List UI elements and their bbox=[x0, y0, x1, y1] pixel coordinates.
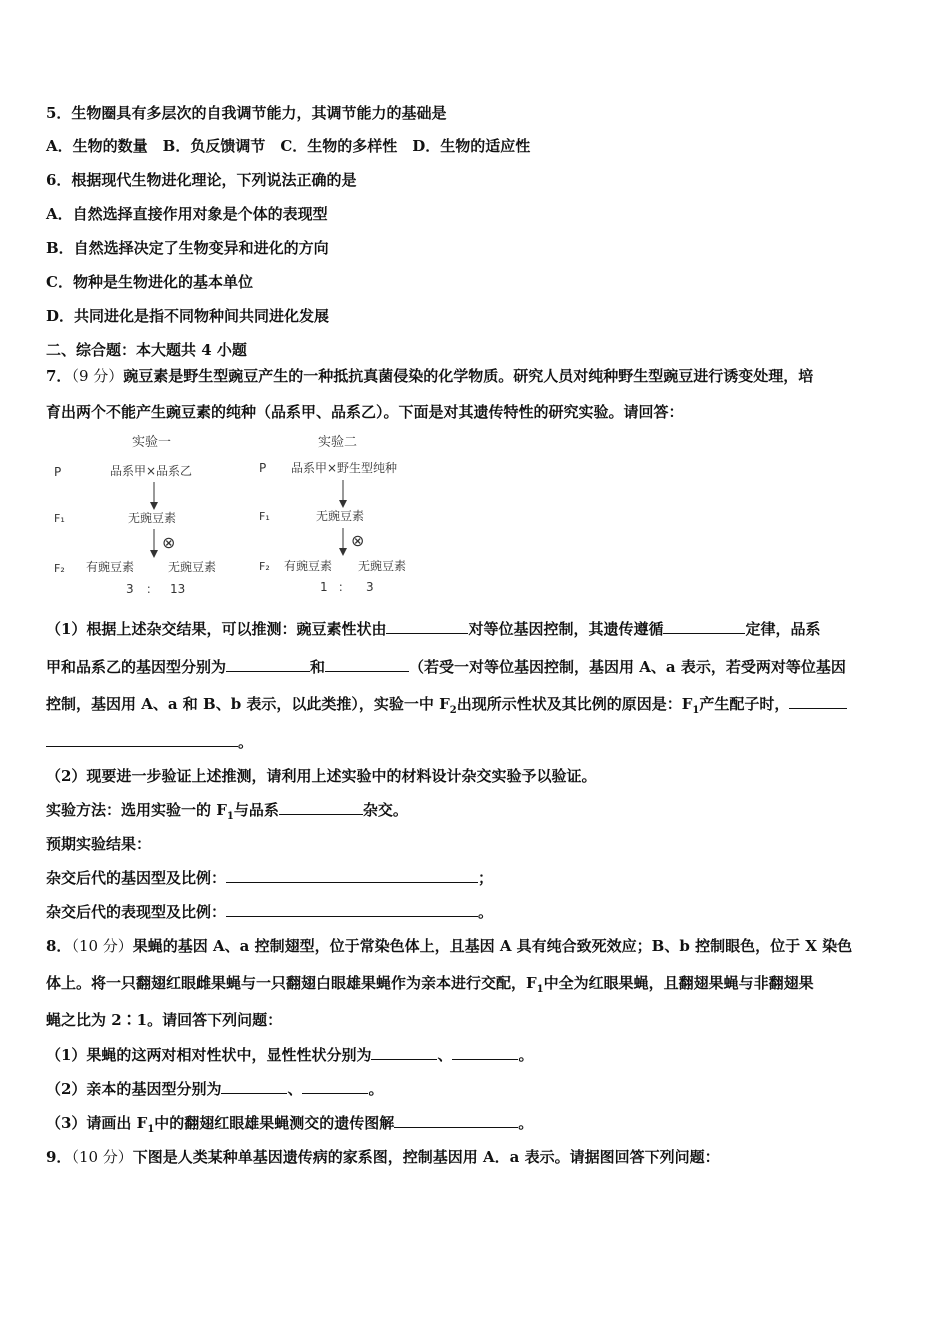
exp2-f2-label: F₂ bbox=[259, 560, 270, 573]
answer-blank[interactable] bbox=[221, 1079, 287, 1094]
answer-blank[interactable] bbox=[789, 694, 847, 709]
exp1-p-label: P bbox=[54, 465, 62, 479]
exp2-f1-label: F₁ bbox=[259, 510, 270, 523]
exp1-f1-phenotype: 无豌豆素 bbox=[128, 511, 177, 525]
exp2-selfing-symbol: ⊗ bbox=[351, 531, 365, 550]
exp2-ratio-a: 1 bbox=[320, 580, 328, 594]
exp1-parent-cross: 品系甲×品系乙 bbox=[110, 464, 193, 478]
q7-part2-line1: （2）现要进一步验证上述推测，请利用上述实验中的材料设计杂交实验予以验证。 bbox=[46, 767, 597, 785]
q7-stem-line2: 育出两个不能产生豌豆素的纯种（品系甲、品系乙）。下面是对其遗传特性的研究实验。请回答： bbox=[46, 403, 684, 421]
q5-stem: 5．生物圈具有多层次的自我调节能力，其调节能力的基础是 bbox=[46, 104, 447, 122]
answer-blank[interactable] bbox=[452, 1045, 518, 1060]
q7-phenotype: 杂交后代的表现型及比例： 。 bbox=[46, 903, 494, 921]
exp1-ratio-b: 13 bbox=[170, 582, 186, 596]
exp1-f2-has: 有豌豆素 bbox=[86, 560, 135, 574]
answer-blank[interactable] bbox=[663, 619, 745, 634]
q8-stem-line2: 体上。将一只翻翅红眼雌果蝇与一只翻翅白眼雄果蝇作为亲本进行交配，$F_1$中全为红眼果蝇，且翻翅果蝇与非翻翅果 bbox=[46, 974, 814, 995]
q8-stem-line1: 8．（10 分）果蝇的基因 A、a 控制翅型，位于常染色体上，且基因 A 具有纯合致死效应；B、b 控制眼色，位于 X 染色 bbox=[46, 937, 853, 955]
q7-expect: 预期实验结果： bbox=[46, 835, 152, 853]
answer-blank[interactable] bbox=[371, 1045, 437, 1060]
q7-method: 实验方法：选用实验一的 $F_1$与品系 杂交。 bbox=[46, 801, 408, 822]
answer-blank[interactable] bbox=[279, 800, 363, 815]
exp1-ratio-a: 3 bbox=[126, 582, 134, 596]
q7-part1-line1: （1）根据上述杂交结果，可以推测：豌豆素性状由 对等位基因控制，其遗传遵循 定律，品系 bbox=[46, 620, 821, 638]
answer-blank[interactable] bbox=[386, 619, 468, 634]
q8-part3: （3）请画出 $F_1$中的翻翅红眼雄果蝇测交的遗传图解 。 bbox=[46, 1114, 534, 1135]
q9-stem: 9．（10 分）下图是人类某种单基因遗传病的家系图，控制基因用 A．a 表示。请据图回答下列问题： bbox=[46, 1148, 720, 1166]
exp1-f2-label: F₂ bbox=[54, 562, 65, 575]
exp2-f2-has: 有豌豆素 bbox=[284, 559, 333, 573]
q7-stem-line1: 7．（9 分）豌豆素是野生型豌豆产生的一种抵抗真菌侵染的化学物质。研究人员对纯种野生型豌豆进行诱变处理，培 bbox=[46, 367, 814, 385]
exp1-title: 实验一 bbox=[132, 435, 172, 450]
answer-blank[interactable] bbox=[46, 732, 238, 747]
exp2-f2-no: 无豌豆素 bbox=[358, 559, 407, 573]
exp2-ratio-b: 3 bbox=[366, 580, 374, 594]
exp2-p-label: P bbox=[259, 461, 267, 475]
q8-part2: （2）亲本的基因型分别为 、 。 bbox=[46, 1080, 384, 1098]
answer-blank[interactable] bbox=[226, 868, 478, 883]
q6-option-d: D．共同进化是指不同物种间共同进化发展 bbox=[46, 307, 330, 325]
q6-option-b: B．自然选择决定了生物变异和进化的方向 bbox=[46, 239, 329, 257]
q7-part1-line2: 甲和品系乙的基因型分别为 和 （若受一对等位基因控制，基因用 A、a 表示，若受两对等位基因 bbox=[46, 658, 846, 676]
exp2-title: 实验二 bbox=[318, 435, 358, 450]
q8-part1: （1）果蝇的这两对相对性状中，显性性状分别为 、 。 bbox=[46, 1046, 534, 1064]
exp2-parent-cross: 品系甲×野生型纯种 bbox=[291, 461, 398, 475]
exp1-f2-no: 无豌豆素 bbox=[168, 560, 217, 574]
exp1-f1-label: F₁ bbox=[54, 512, 65, 525]
q5-options: A．生物的数量 B．负反馈调节 C．生物的多样性 D．生物的适应性 bbox=[46, 137, 531, 155]
q6-option-a: A．自然选择直接作用对象是个体的表现型 bbox=[46, 205, 328, 223]
answer-blank[interactable] bbox=[394, 1113, 518, 1128]
q7-part1-line4: 。 bbox=[46, 732, 253, 752]
exp1-selfing-symbol: ⊗ bbox=[162, 533, 176, 552]
exp1-ratio-colon: ： bbox=[146, 582, 159, 596]
q7-part1-line3: 控制，基因用 A、a 和 B、b 表示，以此类推），实验一中 $F_2$出现所示性状及其比例的原因是：$F_1$产生配子时， bbox=[46, 694, 847, 721]
q6-stem: 6．根据现代生物进化理论，下列说法正确的是 bbox=[46, 171, 357, 189]
answer-blank[interactable] bbox=[302, 1079, 368, 1094]
q7-cross-diagram bbox=[46, 428, 446, 608]
answer-blank[interactable] bbox=[226, 902, 478, 917]
q7-genotype: 杂交后代的基因型及比例： ； bbox=[46, 869, 494, 887]
section-2-heading: 二、综合题：本大题共 4 小题 bbox=[46, 341, 247, 359]
exp2-ratio-colon: ： bbox=[338, 580, 351, 594]
answer-blank[interactable] bbox=[325, 657, 409, 672]
q8-stem-line3: 蝇之比为 2∶1。请回答下列问题： bbox=[46, 1011, 283, 1029]
exp2-f1-phenotype: 无豌豆素 bbox=[316, 509, 365, 523]
q6-option-c: C．物种是生物进化的基本单位 bbox=[46, 273, 253, 291]
answer-blank[interactable] bbox=[226, 657, 310, 672]
